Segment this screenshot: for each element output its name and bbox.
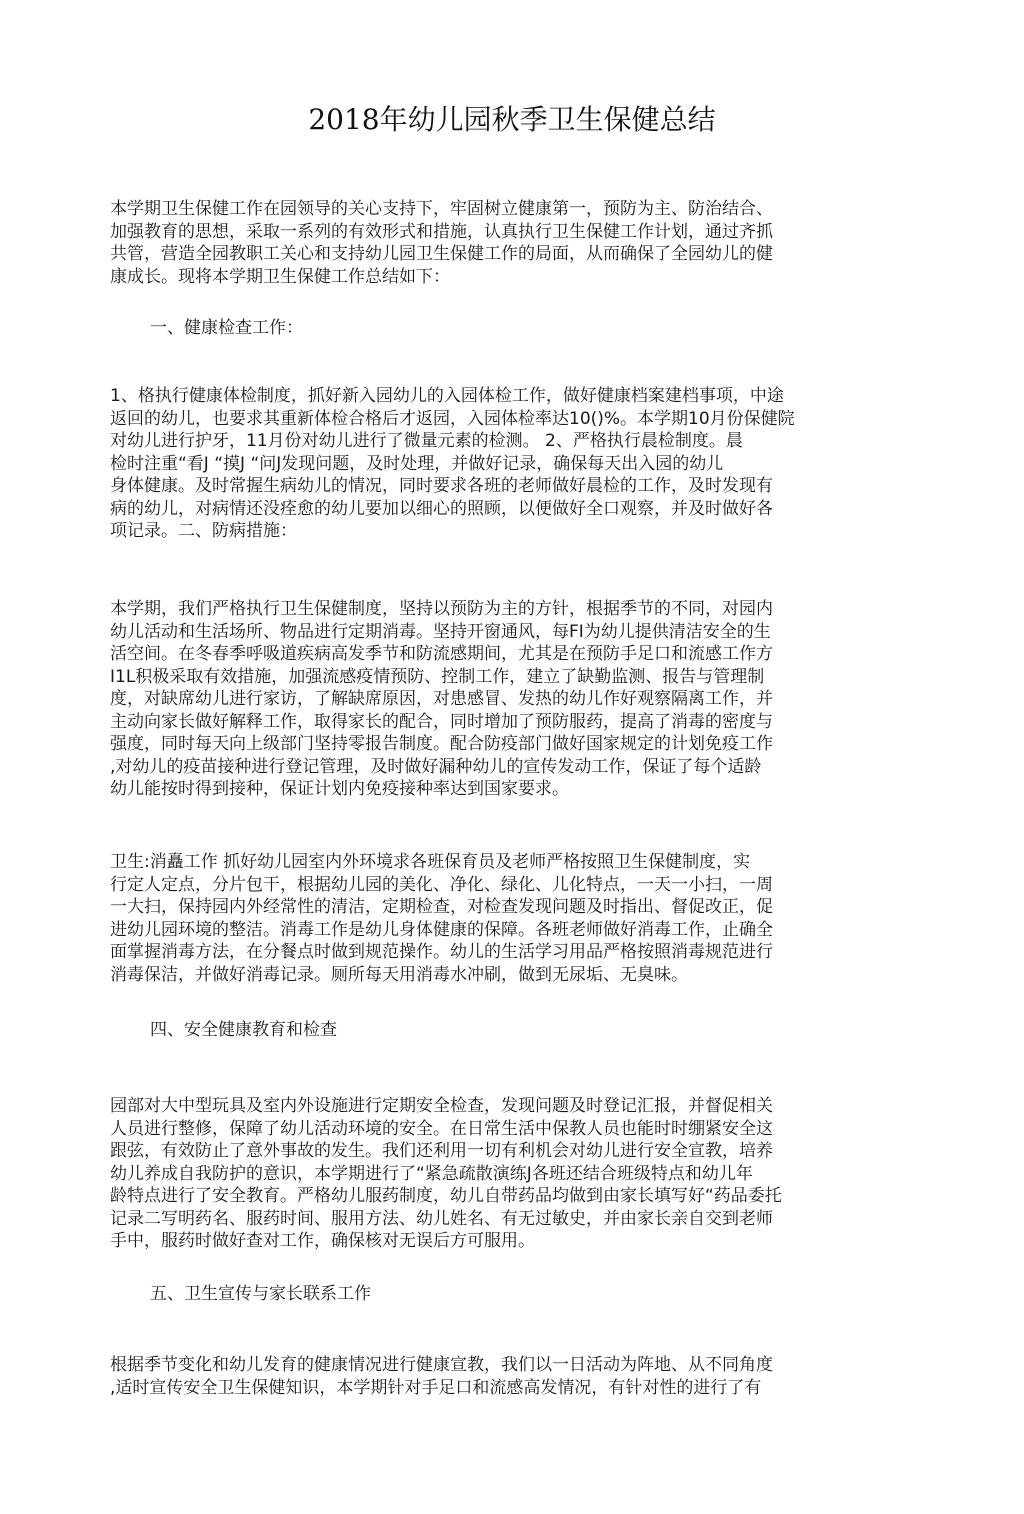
section-safety-education-paragraph [110,1095,870,1253]
text-line: 度，对缺席幼儿进行家访，了解缺席原因，对患感冒、发热的幼儿作好观察隔离工作，并 [110,689,773,709]
text-line: 记录二写明药名、服药时间、服用方法、幼儿姓名、有无过敏史，并由家长亲自交到老师 [110,1208,773,1229]
text-line: I1L积极采取有效措施，加强流感疫情预防、控制工作，建立了缺勤监测、报告与管理制 [110,666,765,687]
text-line: 主动向家长做好解释工作，取得家长的配合，同时增加了预防服药，提高了消毒的密度与 [110,711,773,732]
section-parent-contact-paragraph [110,1354,870,1399]
text-line: 园部对大中型玩具及室内外设施进行定期安全检查，发现问题及时登记汇报，并督促相关 [110,1096,773,1116]
text-line: 人员进行整修，保障了幼儿活动环境的安全。在日常生活中保教人员也能时时绷紧安全这 [110,1118,773,1139]
text-line: 幼儿养成自我防护的意识，本学期进行了“紧急疏散演练J各班还结合班级特点和幼儿年 [110,1163,753,1184]
text-line: 共管，营造全园教职工关心和支持幼儿园卫生保健工作的局面，从而确保了全园幼儿的健 [110,244,773,264]
text-line: ,对幼儿的疫苗接种进行登记管理，及时做好漏种幼儿的宣传发动工作，保证了每个适龄 [110,756,762,777]
text-line: 1、格执行健康体检制度，抓好新入园幼儿的入园体检工作，做好健康档案建档事项，中途 [110,386,784,406]
document-title: 2018年幼儿园秋季卫生保健总结 [308,103,716,136]
text-line: 加强教育的思想，采取一系列的有效形式和措施，认真执行卫生保健工作计划，通过齐抓 [110,221,773,242]
text-line: 卫生:消矗工作 抓好幼儿园室内外环境求各班保育员及老师严格按照卫生保健制度，实 [110,852,751,872]
text-line: 手中，服药时做好查对工作，确保核对无误后方可服用。 [110,1231,535,1251]
text-line: 本学期卫生保健工作在园领导的关心支持下，牢固树立健康第一，预防为主、防治结合、 [110,199,773,219]
text-line: 行定人定点，分片包干，根据幼儿园的美化、净化、绿化、儿化特点，一天一小扫，一周 [110,874,773,895]
section-heading-safety-education: 四、安全健康教育和检查 [150,1020,337,1040]
intro-paragraph [110,198,870,288]
section-hygiene-disinfection-paragraph [110,851,870,986]
text-line: 病的幼儿，对病情还没痊愈的幼儿要加以细心的照顾，以便做好全口观察，并及时做好各 [110,498,773,519]
text-line: 龄特点进行了安全教育。严格幼儿服药制度，幼儿自带药品均做到由家长填写好“药品委托 [110,1186,782,1206]
text-line: 一大扫，保持园内外经常性的清洁，定期检查，对检查发现问题及时指出、督促改正，促 [110,897,773,917]
text-line: 对幼儿进行护牙，11月份对幼儿进行了微量元素的检测。 2、严格执行晨检制度。晨 [110,431,743,451]
text-line: 本学期，我们严格执行卫生保健制度，坚持以预防为主的方针，根据季节的不同，对园内 [110,599,773,619]
text-line: 项记录。二、防病措施： [110,521,297,541]
text-line: ,适时宣传安全卫生保健知识，本学期针对手足口和流感高发情况，有针对性的进行了有 [110,1377,762,1398]
text-line: 幼儿活动和生活场所、物品进行定期消毒。坚持开窗通风，每FI为幼儿提供清洁安全的生 [110,621,771,642]
text-line: 消毒保洁，并做好消毒记录。厕所每天用消毒水冲刷，做到无尿垢、无臭味。 [110,964,688,985]
text-line: 幼儿能按时得到接种，保证计划内免疫接种率达到国家要求。 [110,779,569,799]
text-line: 身体健康。及时常握生病幼儿的情况，同时要求各班的老师做好晨检的工作，及时发现有 [110,476,773,496]
text-line: 康成长。现将本学期卫生保健工作总结如下： [110,266,450,287]
section-heading-parent-contact: 五、卫生宣传与家长联系工作 [150,1284,371,1304]
section-disease-prevention-paragraph [110,598,870,801]
text-line: 跟弦，有效防止了意外事故的发生。我们还利用一切有利机会对幼儿进行安全宣教，培养 [110,1141,773,1161]
text-line: 返回的幼儿，也要求其重新体检合格后才返园，入园体检率达10()%。本学期10月份保健院 [110,408,795,429]
text-line: 活空间。在冬春季呼吸道疾病高发季节和防流感期间，尤其是在预防手足口和流感工作方 [110,644,773,664]
text-line: 面掌握消毒方法，在分餐点时做到规范操作。幼儿的生活学习用品严格按照消毒规范进行 [110,942,773,962]
text-line: 强度，同时每天向上级部门坚持零报告制度。配合防疫部门做好国家规定的计划免疫工作 [110,734,773,754]
text-line: 检时注重“看J “摸J “问J发现问题，及时处理，并做好记录，确保每天出入园的幼儿 [110,453,724,474]
text-line: 根据季节变化和幼儿发育的健康情况进行健康宣教，我们以一日活动为阵地、从不同角度 [110,1355,773,1375]
section-health-check-paragraph [110,385,870,543]
text-line: 进幼儿园环境的整洁。消毒工作是幼儿身体健康的保障。各班老师做好消毒工作，止确全 [110,919,773,940]
section-heading-health-check: 一、健康检查工作： [150,318,303,338]
